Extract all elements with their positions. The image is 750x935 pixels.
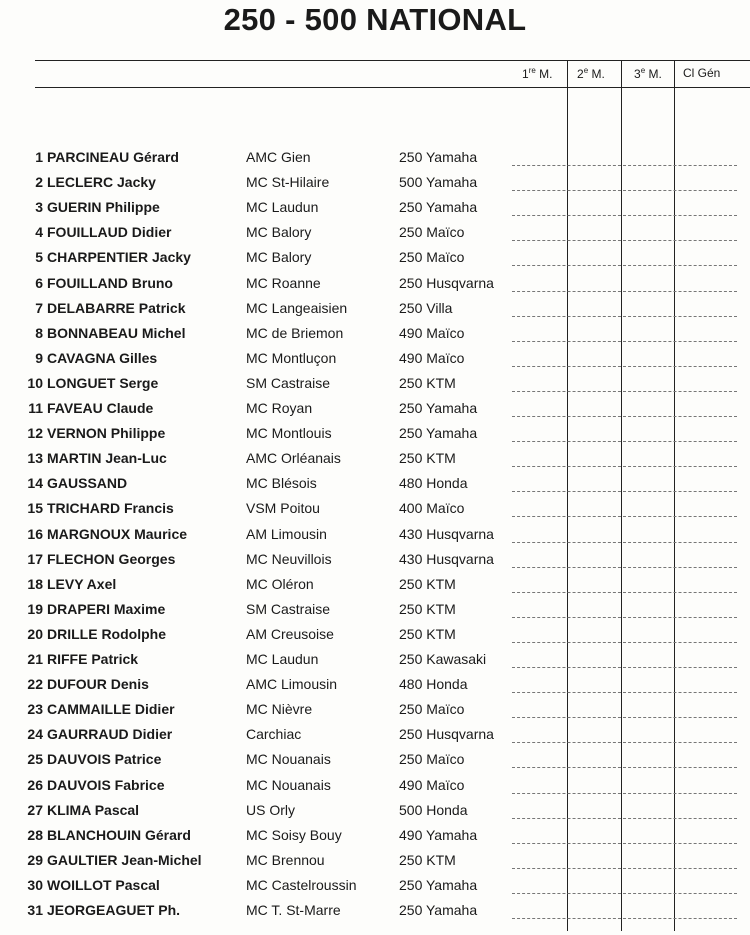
result-entry-line xyxy=(512,868,737,869)
rider-number: 3 xyxy=(35,199,43,216)
rider-moto: 250 KTM xyxy=(399,575,456,592)
rider-moto: 250 KTM xyxy=(399,374,456,391)
rider-club: AMC Gien xyxy=(246,149,311,165)
rider-row xyxy=(0,802,750,827)
result-entry-line xyxy=(512,617,737,618)
rider-club: MC Castelroussin xyxy=(246,876,357,893)
rider-moto: 250 Maïco xyxy=(399,224,465,241)
result-entry-line xyxy=(512,491,737,492)
rider-name: FLECHON Georges xyxy=(47,550,176,567)
rider-row xyxy=(0,751,750,776)
rider-name: TRICHARD Francis xyxy=(47,500,174,517)
result-entry-line xyxy=(512,341,737,342)
rider-row xyxy=(0,400,750,425)
rider-club: SM Castraise xyxy=(246,374,331,391)
rider-number: 9 xyxy=(35,349,43,366)
rider-number: 14 xyxy=(27,475,43,492)
rider-club: MC Laudun xyxy=(246,651,319,667)
rider-name: DUFOUR Denis xyxy=(47,676,149,693)
rider-name: RIFFE Patrick xyxy=(47,651,139,667)
rider-row xyxy=(0,500,750,525)
rider-club: AMC Limousin xyxy=(246,676,338,693)
rider-name: MARGNOUX Maurice xyxy=(47,525,188,542)
rider-moto: 250 Villa xyxy=(399,299,453,316)
rider-club: US Orly xyxy=(246,801,295,818)
rider-number: 13 xyxy=(27,450,43,467)
rider-club: AM Creusoise xyxy=(246,625,334,642)
result-entry-line xyxy=(512,391,737,392)
rider-moto: 250 Yamaha xyxy=(399,149,478,165)
result-entry-line xyxy=(512,441,737,442)
rider-row xyxy=(0,149,750,174)
rider-number: 20 xyxy=(27,625,43,642)
rider-name: LECLERC Jacky xyxy=(47,174,156,191)
rider-number: 21 xyxy=(27,651,43,667)
rider-row xyxy=(0,701,750,726)
result-entry-line xyxy=(512,316,737,317)
rider-moto: 250 Yamaha xyxy=(399,902,478,918)
rider-moto: 250 Husqvarna xyxy=(399,274,494,291)
rider-name: CAMMAILLE Didier xyxy=(47,701,175,718)
rider-row xyxy=(0,450,750,475)
rider-club: MC Oléron xyxy=(246,575,314,592)
rider-club: MC Roanne xyxy=(246,274,321,291)
rider-moto: 250 Husqvarna xyxy=(399,726,494,743)
rider-row xyxy=(0,249,750,274)
rider-moto: 250 Maïco xyxy=(399,751,465,768)
rider-row xyxy=(0,224,750,249)
rider-name: DRILLE Rodolphe xyxy=(47,625,166,642)
rider-number: 17 xyxy=(27,550,43,567)
rider-moto: 250 Yamaha xyxy=(399,876,478,893)
rider-club: MC Royan xyxy=(246,400,313,416)
rider-moto: 480 Honda xyxy=(399,475,468,492)
col-header-manche-3: 3e M. xyxy=(634,66,662,81)
result-entry-line xyxy=(512,542,737,543)
header-bottom-rule xyxy=(35,87,750,88)
rider-moto: 250 Maïco xyxy=(399,249,465,266)
result-entry-line xyxy=(512,667,737,668)
rider-moto: 480 Honda xyxy=(399,676,468,693)
result-entry-line xyxy=(512,165,737,166)
rider-name: MARTIN Jean-Luc xyxy=(47,450,167,467)
rider-name: KLIMA Pascal xyxy=(47,801,140,818)
rider-club: MC Montluçon xyxy=(246,349,337,366)
rider-moto: 250 KTM xyxy=(399,851,456,868)
rider-moto: 500 Honda xyxy=(399,801,468,818)
result-entry-line xyxy=(512,567,737,568)
rider-moto: 250 Yamaha xyxy=(399,199,478,216)
rider-name: GAURRAUD Didier xyxy=(47,726,173,743)
rider-club: MC Soisy Bouy xyxy=(246,826,342,843)
rider-number: 10 xyxy=(27,374,43,391)
rider-name: DAUVOIS Patrice xyxy=(47,751,162,768)
result-entry-line xyxy=(512,592,737,593)
rider-name: LEVY Axel xyxy=(47,575,117,592)
rider-moto: 250 Maïco xyxy=(399,701,465,718)
rider-club: MC Nièvre xyxy=(246,701,313,718)
rider-number: 7 xyxy=(35,299,43,316)
result-entry-line xyxy=(512,717,737,718)
rider-club: AM Limousin xyxy=(246,525,327,542)
rider-row xyxy=(0,475,750,500)
rider-name: GAULTIER Jean-Michel xyxy=(47,851,202,868)
rider-row xyxy=(0,425,750,450)
rider-name: PARCINEAU Gérard xyxy=(47,149,179,165)
result-entry-line xyxy=(512,893,737,894)
rider-number: 19 xyxy=(27,600,43,617)
rider-row xyxy=(0,852,750,877)
rider-club: MC T. St-Marre xyxy=(246,902,341,918)
rider-row xyxy=(0,626,750,651)
rider-number: 11 xyxy=(28,400,43,416)
rider-row xyxy=(0,375,750,400)
col-header-manche-1: 1re M. xyxy=(522,66,553,81)
result-entry-line xyxy=(512,190,737,191)
rider-number: 28 xyxy=(27,826,43,843)
result-entry-line xyxy=(512,265,737,266)
rider-club: MC Laudun xyxy=(246,199,319,216)
rider-name: WOILLOT Pascal xyxy=(47,876,160,893)
rider-number: 6 xyxy=(35,274,43,291)
rider-name: VERNON Philippe xyxy=(47,425,166,442)
rider-number: 29 xyxy=(27,851,43,868)
result-entry-line xyxy=(512,466,737,467)
rider-number: 30 xyxy=(27,876,43,893)
col-header-classement-general: Cl Gén xyxy=(683,66,721,80)
result-entry-line xyxy=(512,215,737,216)
col-header-manche-2: 2e M. xyxy=(577,66,605,81)
rider-club: VSM Poitou xyxy=(246,500,320,517)
rider-club: MC Montlouis xyxy=(246,425,332,442)
rider-row xyxy=(0,300,750,325)
rider-club: MC de Briemon xyxy=(246,324,344,341)
rider-number: 4 xyxy=(35,224,43,241)
rider-club: SM Castraise xyxy=(246,600,331,617)
rider-moto: 490 Maïco xyxy=(399,349,465,366)
rider-number: 18 xyxy=(27,575,43,592)
rider-number: 8 xyxy=(35,324,43,341)
result-entry-line xyxy=(512,516,737,517)
rider-name: LONGUET Serge xyxy=(47,374,159,391)
rider-name: FOUILLAUD Didier xyxy=(47,224,172,241)
rider-row xyxy=(0,726,750,751)
rider-moto: 250 KTM xyxy=(399,625,456,642)
rider-moto: 490 Maïco xyxy=(399,324,465,341)
rider-club: MC Langeaisien xyxy=(246,299,348,316)
rider-name: GAUSSAND xyxy=(47,475,128,492)
rider-number: 16 xyxy=(27,525,43,542)
rider-moto: 250 KTM xyxy=(399,600,456,617)
rider-row xyxy=(0,601,750,626)
result-entry-line xyxy=(512,692,737,693)
rider-row xyxy=(0,325,750,350)
rider-club: MC Neuvillois xyxy=(246,550,332,567)
rider-number: 31 xyxy=(27,902,43,918)
rider-number: 1 xyxy=(35,149,43,165)
rider-club: MC Brennou xyxy=(246,851,325,868)
rider-club: MC Nouanais xyxy=(246,776,331,793)
rider-club: MC Balory xyxy=(246,224,312,241)
rider-row xyxy=(0,199,750,224)
result-entry-line xyxy=(512,240,737,241)
rider-row xyxy=(0,174,750,199)
rider-row xyxy=(0,877,750,902)
rider-row xyxy=(0,651,750,676)
result-entry-line xyxy=(512,767,737,768)
page-title: 250 - 500 NATIONAL xyxy=(223,2,527,37)
result-entry-line xyxy=(512,843,737,844)
header-top-rule xyxy=(35,60,750,61)
result-entry-line xyxy=(512,793,737,794)
rider-moto: 400 Maïco xyxy=(399,500,465,517)
rider-moto: 490 Maïco xyxy=(399,776,465,793)
rider-club: Carchiac xyxy=(246,726,302,743)
rider-name: FOUILLAND Bruno xyxy=(47,274,173,291)
rider-moto: 490 Yamaha xyxy=(399,826,478,843)
rider-club: AMC Orléanais xyxy=(246,450,341,467)
rider-name: BLANCHOUIN Gérard xyxy=(47,826,191,843)
rider-number: 26 xyxy=(27,776,43,793)
result-entry-line xyxy=(512,918,737,919)
rider-row xyxy=(0,676,750,701)
rider-club: MC Blésois xyxy=(246,475,317,492)
result-entry-line xyxy=(512,366,737,367)
rider-name: JEORGEAGUET Ph. xyxy=(47,902,181,918)
rider-number: 15 xyxy=(27,500,43,517)
rider-name: DRAPERI Maxime xyxy=(47,600,166,617)
rider-number: 22 xyxy=(27,676,43,693)
rider-number: 5 xyxy=(35,249,43,266)
rider-moto: 500 Yamaha xyxy=(399,174,478,191)
rider-number: 23 xyxy=(27,701,43,718)
rider-name: DAUVOIS Fabrice xyxy=(47,776,165,793)
rider-moto: 250 Kawasaki xyxy=(399,651,487,667)
rider-number: 2 xyxy=(35,174,43,191)
rider-row xyxy=(0,777,750,802)
rider-moto: 430 Husqvarna xyxy=(399,550,494,567)
result-entry-line xyxy=(512,818,737,819)
rider-row xyxy=(0,827,750,852)
result-entry-line xyxy=(512,291,737,292)
rider-club: MC Balory xyxy=(246,249,312,266)
rider-row xyxy=(0,275,750,300)
rider-moto: 430 Husqvarna xyxy=(399,525,494,542)
rider-row xyxy=(0,551,750,576)
rider-number: 12 xyxy=(27,425,43,442)
rider-number: 24 xyxy=(27,726,43,743)
result-entry-line xyxy=(512,642,737,643)
rider-club: MC Nouanais xyxy=(246,751,331,768)
rider-name: CAVAGNA Gilles xyxy=(47,349,158,366)
rider-number: 25 xyxy=(27,751,43,768)
rider-name: GUERIN Philippe xyxy=(47,199,160,216)
rider-name: FAVEAU Claude xyxy=(47,400,154,416)
rider-row xyxy=(0,902,750,927)
rider-moto: 250 KTM xyxy=(399,450,456,467)
rider-name: CHARPENTIER Jacky xyxy=(47,249,191,266)
rider-name: BONNABEAU Michel xyxy=(47,324,186,341)
rider-moto: 250 Yamaha xyxy=(399,400,478,416)
rider-moto: 250 Yamaha xyxy=(399,425,478,442)
result-entry-line xyxy=(512,742,737,743)
rider-number: 27 xyxy=(27,801,43,818)
rider-row xyxy=(0,526,750,551)
rider-name: DELABARRE Patrick xyxy=(47,299,186,316)
result-entry-line xyxy=(512,416,737,417)
rider-club: MC St-Hilaire xyxy=(246,174,330,191)
rider-row xyxy=(0,576,750,601)
rider-row xyxy=(0,350,750,375)
